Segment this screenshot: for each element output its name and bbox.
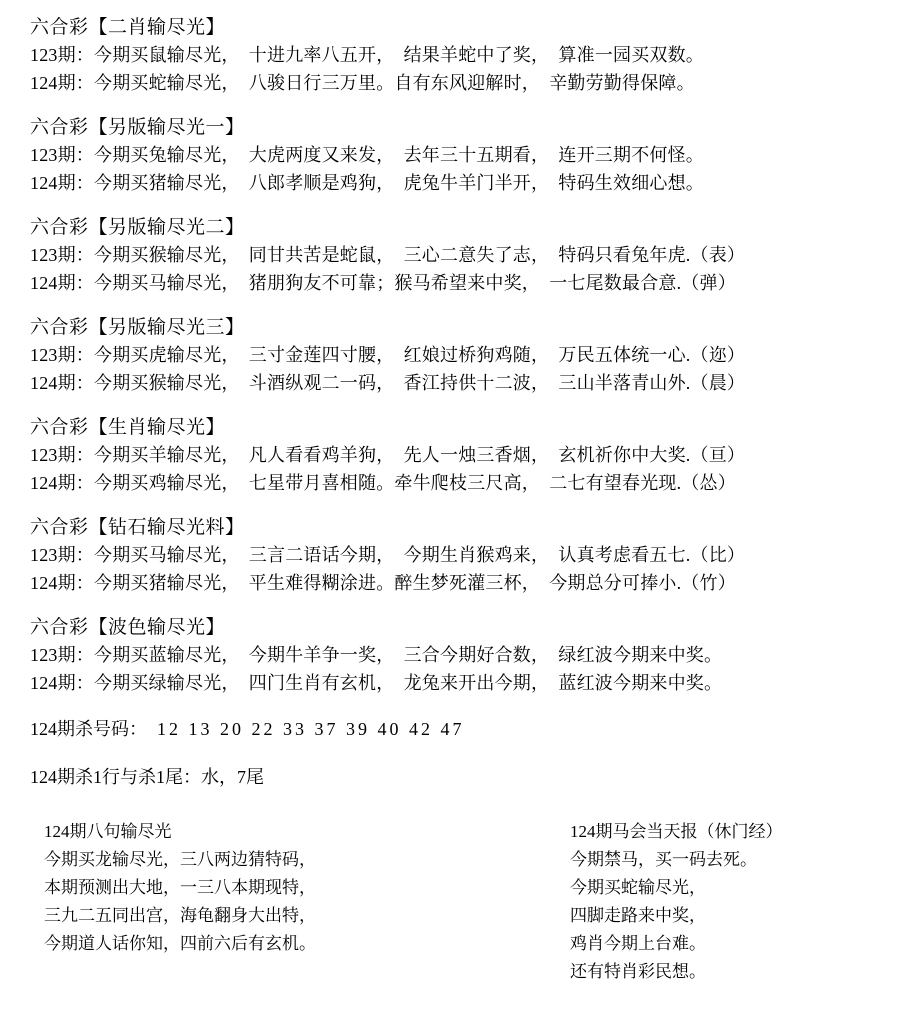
verse-period: 123期： xyxy=(30,345,94,365)
verse-period: 124期： xyxy=(30,673,94,693)
verse-text: 今期买马输尽光， 三言二语话今期， 今期生肖猴鸡来， 认真考虑看五七.（比） xyxy=(94,545,746,565)
section-title: 六合彩【波色输尽光】 xyxy=(30,617,226,638)
lottery-section xyxy=(30,314,908,397)
section-title: 六合彩【另版输尽光二】 xyxy=(30,217,245,238)
verse-row xyxy=(30,469,908,497)
verse-text: 今期买羊输尽光， 凡人看看鸡羊狗， 先人一烛三香烟， 玄机祈你中大奖.（亘） xyxy=(94,445,746,465)
verse-text: 今期买马输尽光， 猪朋狗友不可靠；猴马希望来中奖， 一七尾数最合意.（弹） xyxy=(94,273,736,293)
verse-text: 今期买虎输尽光， 三寸金莲四寸腰， 红娘过桥狗鸡随， 万民五体统一心.（迩） xyxy=(94,345,746,365)
verse-period: 123期： xyxy=(30,45,94,65)
verse-text: 今期买绿输尽光， 四门生肖有玄机， 龙兔来开出今期， 蓝红波今期来中奖。 xyxy=(94,673,723,693)
lottery-section xyxy=(30,214,908,297)
verse-text: 今期买猪输尽光， 八郎孝顺是鸡狗， 虎兔牛羊门半开， 特码生效细心想。 xyxy=(94,173,704,193)
verse-period: 124期： xyxy=(30,73,94,93)
verse-row xyxy=(30,241,908,269)
bottom-right-title: 124期马会当天报（休门经） xyxy=(570,822,783,841)
verse-text: 今期买鸡输尽光， 七星带月喜相随。牵牛爬枝三尺高， 二七有望春光现.（怂） xyxy=(94,473,736,493)
verse-row xyxy=(30,541,908,569)
verse-row xyxy=(30,141,908,169)
bottom-right-block xyxy=(570,818,908,986)
lottery-section xyxy=(30,14,908,97)
verse-row xyxy=(30,169,908,197)
verse-period: 123期： xyxy=(30,145,94,165)
verse-period: 124期： xyxy=(30,173,94,193)
lottery-section xyxy=(30,514,908,597)
section-title: 六合彩【钻石输尽光料】 xyxy=(30,517,245,538)
verse-row xyxy=(30,669,908,697)
verse-period: 123期： xyxy=(30,545,94,565)
bottom-left-lines xyxy=(44,846,484,958)
bottom-left-title: 124期八句输尽光 xyxy=(44,822,172,841)
bottom-right-line: 还有特肖彩民想。 xyxy=(570,962,706,981)
kill-row-tail-line: 124期杀1行与杀1尾：水，7尾 xyxy=(30,767,264,787)
verse-period: 124期： xyxy=(30,473,94,493)
verse-text: 今期买蛇输尽光， 八骏日行三万里。自有东风迎解时， 辛勤劳勤得保障。 xyxy=(94,73,695,93)
verse-text: 今期买猪输尽光， 平生难得糊涂进。醉生梦死灌三杯， 今期总分可捧小.（竹） xyxy=(94,573,736,593)
verse-row xyxy=(30,341,908,369)
bottom-left-line: 本期预测出大地，一三八本期现特， xyxy=(44,878,316,897)
section-title: 六合彩【另版输尽光一】 xyxy=(30,117,245,138)
lottery-section xyxy=(30,114,908,197)
bottom-left-line: 三九二五同出宫，海龟翻身大出特， xyxy=(44,906,316,925)
bottom-right-line: 鸡肖今期上台难。 xyxy=(570,934,706,953)
verse-period: 123期： xyxy=(30,645,94,665)
bottom-left-block xyxy=(44,818,484,958)
lottery-section xyxy=(30,614,908,697)
verse-text: 今期买鼠输尽光， 十进九率八五开， 结果羊蛇中了奖， 算准一园买双数。 xyxy=(94,45,704,65)
kill-numbers-line xyxy=(30,714,908,744)
bottom-right-line: 四脚走路来中奖， xyxy=(570,906,706,925)
verse-row xyxy=(30,269,908,297)
section-title: 六合彩【二肖输尽光】 xyxy=(30,17,226,38)
verse-period: 123期： xyxy=(30,445,94,465)
verse-row xyxy=(30,69,908,97)
section-title: 六合彩【另版输尽光三】 xyxy=(30,317,245,338)
verse-period: 124期： xyxy=(30,373,94,393)
verse-row xyxy=(30,569,908,597)
verse-period: 124期： xyxy=(30,573,94,593)
verse-row xyxy=(30,641,908,669)
verse-period: 124期： xyxy=(30,273,94,293)
bottom-right-lines xyxy=(570,846,908,986)
kill-numbers-value: 12 13 20 22 33 37 39 40 42 47 xyxy=(157,719,465,739)
bottom-right-line: 今期买蛇输尽光， xyxy=(570,878,706,897)
bottom-left-line: 今期道人话你知，四前六后有玄机。 xyxy=(44,934,316,953)
verse-period: 123期： xyxy=(30,245,94,265)
verse-text: 今期买猴输尽光， 同甘共苦是蛇鼠， 三心二意失了志， 特码只看兔年虎.（表） xyxy=(94,245,746,265)
verse-row xyxy=(30,441,908,469)
lottery-section xyxy=(30,414,908,497)
bottom-right-line: 今期禁马，买一码去死。 xyxy=(570,850,757,869)
verse-row xyxy=(30,369,908,397)
verse-text: 今期买蓝输尽光， 今期牛羊争一奖， 三合今期好合数， 绿红波今期来中奖。 xyxy=(94,645,723,665)
sections-container xyxy=(30,14,908,697)
verse-text: 今期买猴输尽光， 斗酒纵观二一码， 香江持供十二波， 三山半落青山外.（晨） xyxy=(94,373,746,393)
verse-row xyxy=(30,41,908,69)
verse-text: 今期买兔输尽光， 大虎两度又来发， 去年三十五期看， 连开三期不何怪。 xyxy=(94,145,704,165)
kill-numbers-label: 124期杀号码： xyxy=(30,719,147,739)
section-title: 六合彩【生肖输尽光】 xyxy=(30,417,226,438)
bottom-left-line: 今期买龙输尽光，三八两边猜特码， xyxy=(44,850,316,869)
